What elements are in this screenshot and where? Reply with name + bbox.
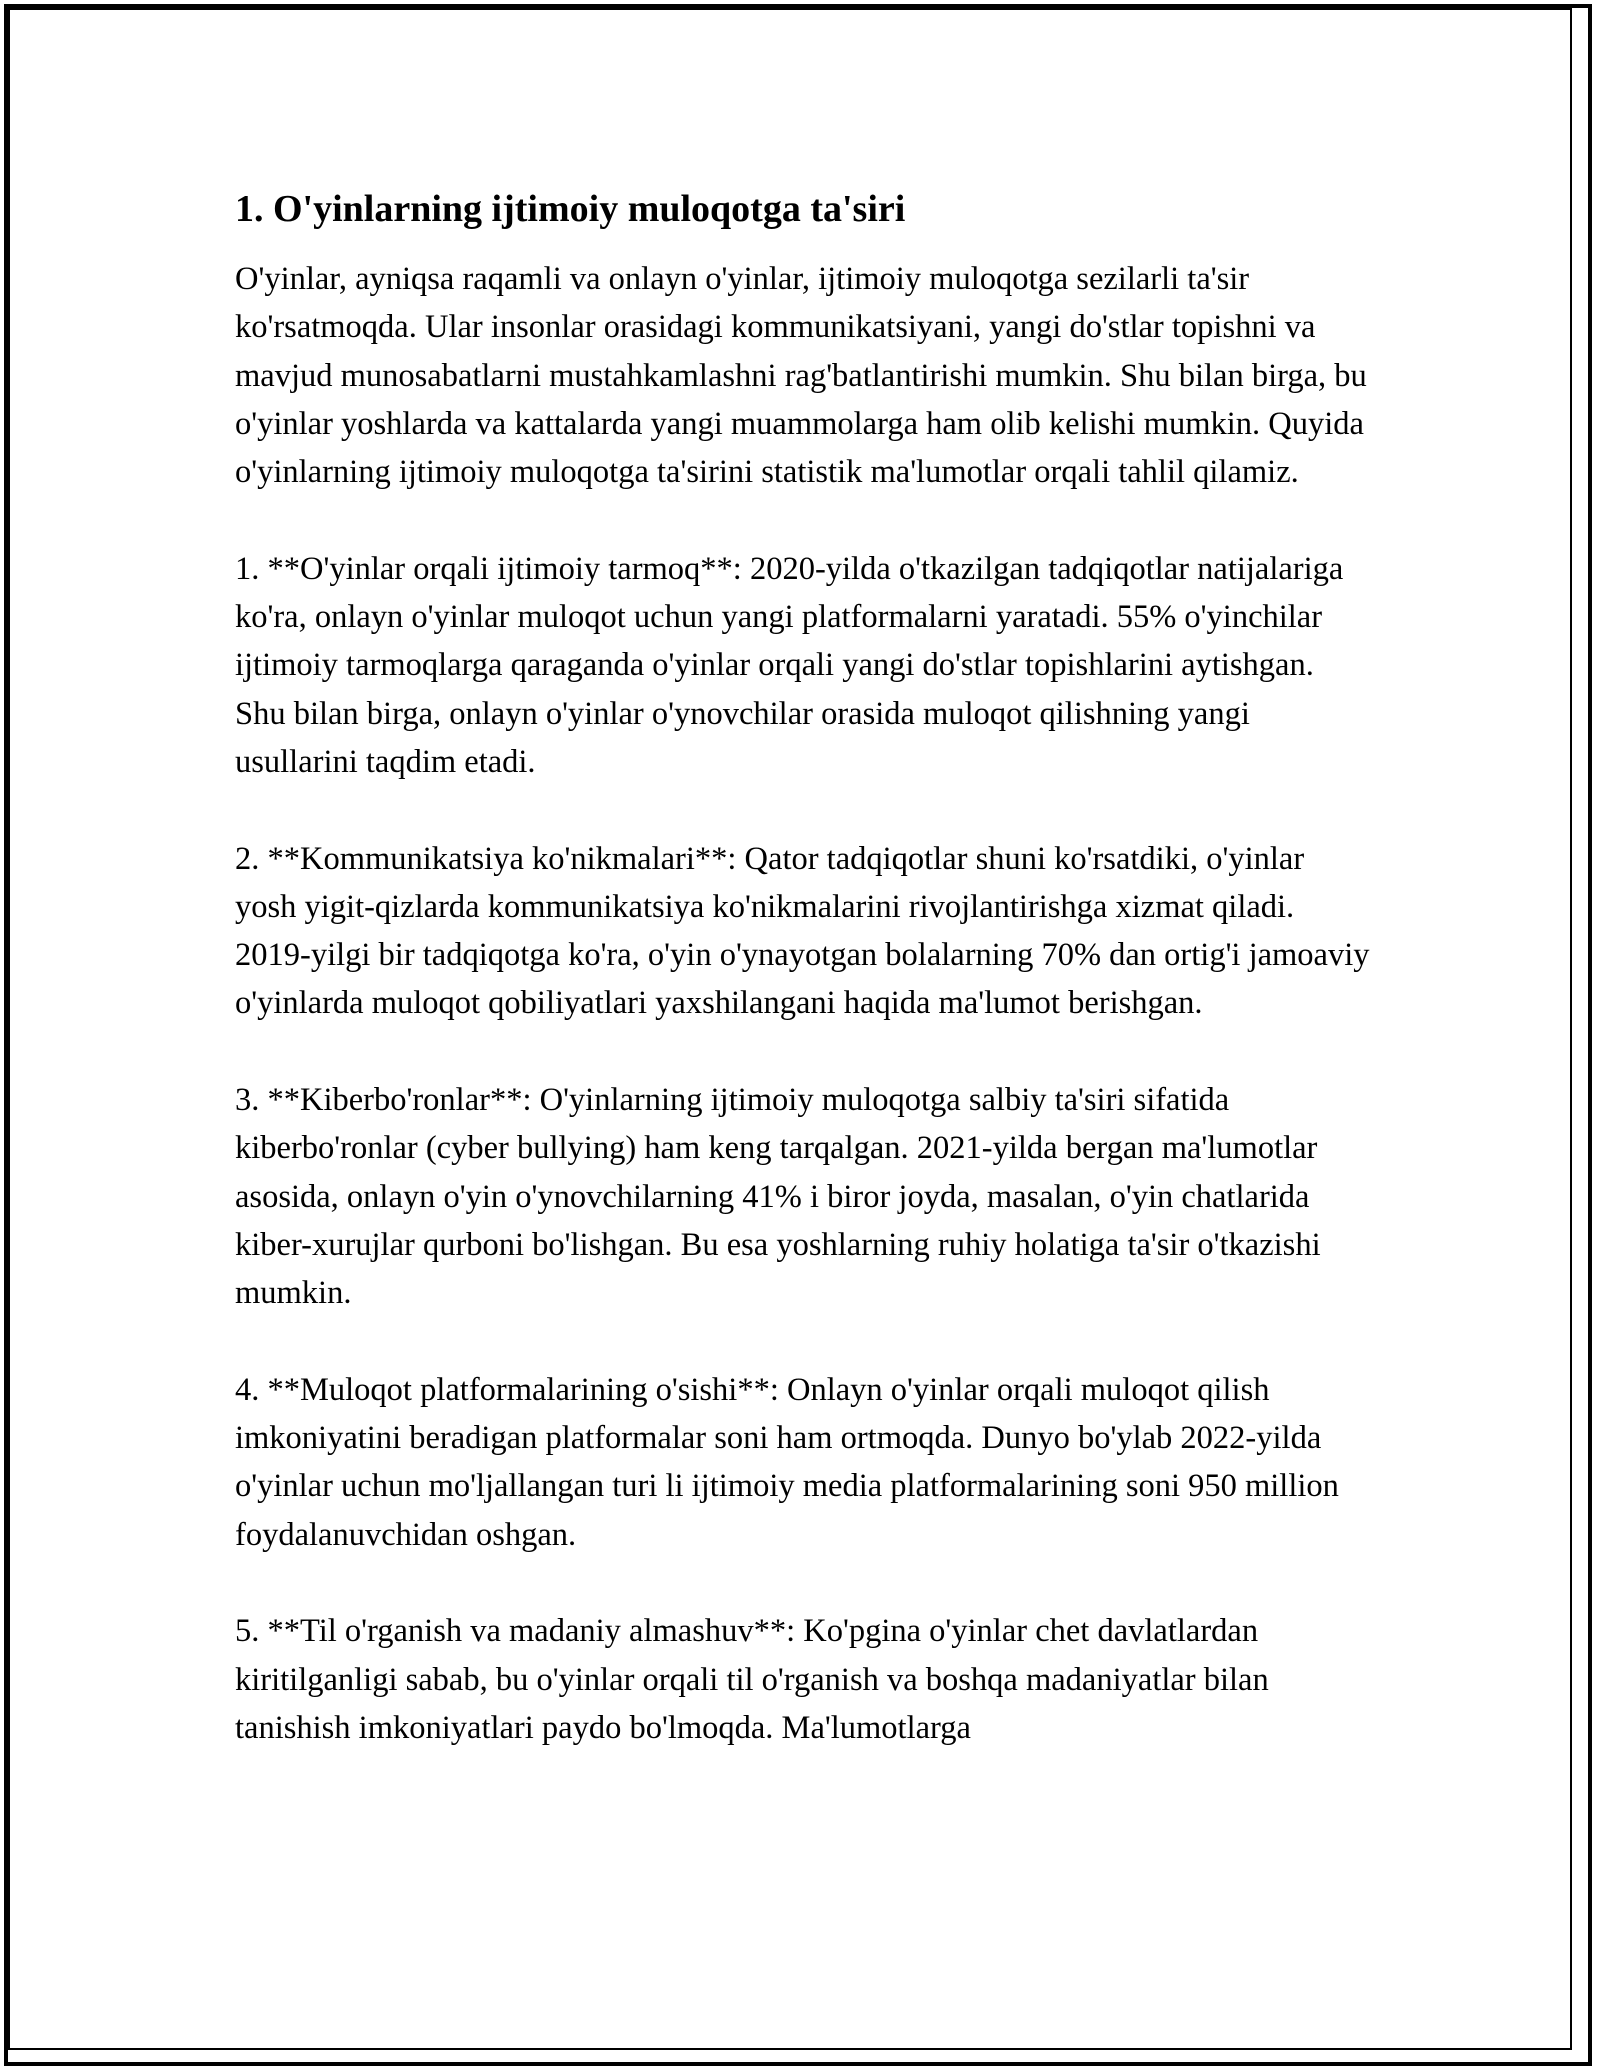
list-item-communication-skills: 2. **Kommunikatsiya ko'nikmalari**: Qator tadqiqotlar shuni ko'rsatdiki, o'yinlar yosh yigit-qizlarda kommunikatsiya ko'nikmalarini rivojlantirishga xizmat qiladi. 2019-yilgi bir tadqiqotga ko'ra, o'yin o'ynayotgan bolalarning 70% dan ortig'i jamoaviy o'yinlarda muloqot qobiliyatlari yaxshilangani haqida ma'lumot berishgan.	[235, 840, 1370, 1022]
intro-paragraph: O'yinlar, ayniqsa raqamli va onlayn o'yinlar, ijtimoiy muloqotga sezilarli ta'sir ko'rsatmoqda. Ular insonlar orasidagi kommunikatsiyani, yangi do'stlar topishni va mavjud munosabatlarni mustahkamlashni rag'batlantirishi mumkin. Shu bilan birga, bu o'yinlar yoshlarda va kattalarda yangi muammolarga ham olib kelishi mumkin. Quyida o'yinlarning ijtimoiy muloqotga ta'sirini statistik ma'lumotlar orqali tahlil qilamiz.	[235, 261, 1367, 491]
list-item-social-network: 1. **O'yinlar orqali ijtimoiy tarmoq**: 2020-yilda o'tkazilgan tadqiqotlar natijalariga ko'ra, onlayn o'yinlar muloqot uchun yangi platformalarni yaratadi. 55% o'yinchilar ijtimoiy tarmoqlarga qaraganda o'yinlar orqali yangi do'stlar topishlarini aytishgan. Shu bilan birga, onlayn o'yinlar o'ynovchilar orasida muloqot qilishning yangi usullarini taqdim etadi.	[235, 550, 1344, 780]
document-title: 1. O'yinlarning ijtimoiy muloqotga ta'siri	[235, 188, 906, 230]
list-item-platform-growth: 4. **Muloqot platformalarining o'sishi**: Onlayn o'yinlar orqali muloqot qilish imkoniyatini beradigan platformalar soni ham ortmoqda. Dunyo bo'ylab 2022-yilda o'yinlar uchun mo'ljallangan turi li ijtimoiy media platformalarining soni 950 million foydalanuvchidan oshgan.	[235, 1371, 1339, 1553]
list-item-language-learning: 5. **Til o'rganish va madaniy almashuv**: Ko'pgina o'yinlar chet davlatlardan kiritilganligi sabab, bu o'yinlar orqali til o'rganish va boshqa madaniyatlar bilan tanishish imkoniyatlari paydo bo'lmoqda. Ma'lumotlarga	[235, 1613, 1269, 1746]
list-item-cyberbullying: 3. **Kiberbo'ronlar**: O'yinlarning ijtimoiy muloqotga salbiy ta'siri sifatida kiberbo'ronlar (cyber bullying) ham keng tarqalgan. 2021-yilda bergan ma'lumotlar asosida, onlayn o'yin o'ynovchilarning 41% i biror joyda, masalan, o'yin chatlarida kiber-xurujlar qurboni bo'lishgan. Bu esa yoshlarning ruhiy holatiga ta'sir o'tkazishi mumkin.	[235, 1082, 1321, 1312]
document-body	[235, 185, 1370, 1752]
